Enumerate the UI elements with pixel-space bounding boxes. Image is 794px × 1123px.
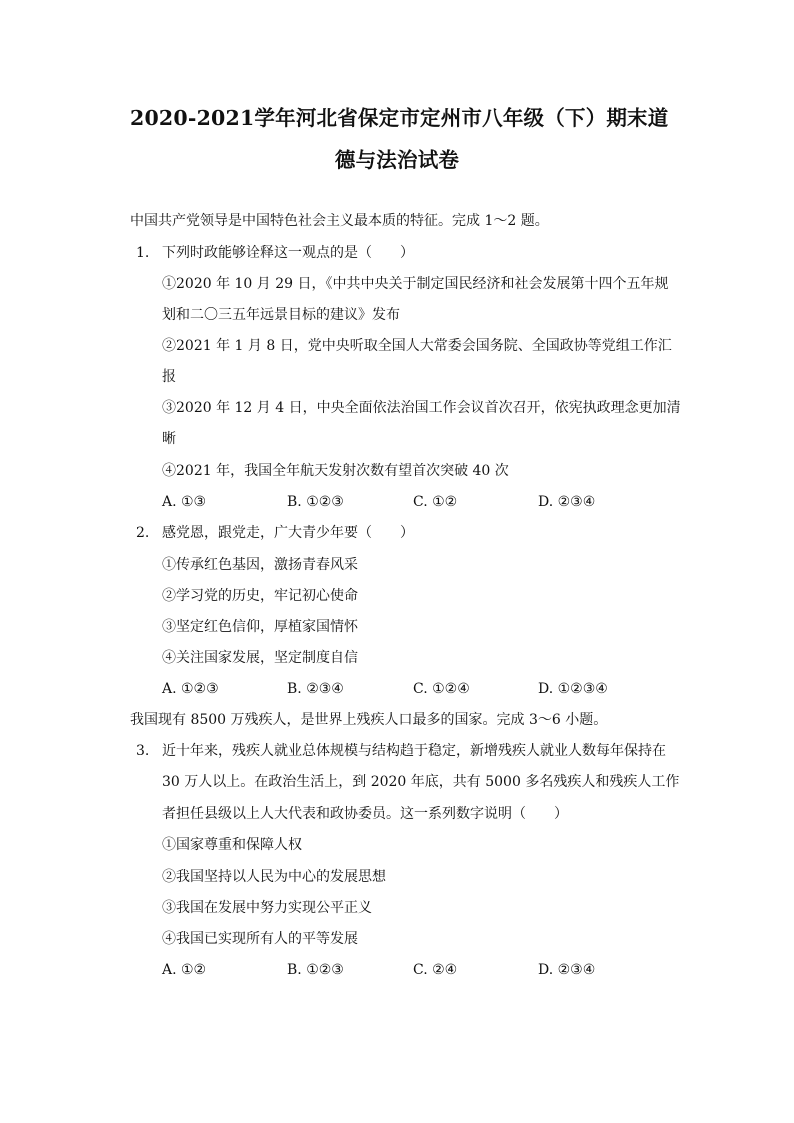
exam-title-line-1: 2020-2021学年河北省保定市定州市八年级（下）期末道 — [130, 106, 669, 130]
q3-stem-line-3: 者担任县级以上人大代表和政协委员。这一系列数字说明（ ） — [162, 806, 568, 822]
q2-option-4: ④关注国家发展，坚定制度自信 — [162, 650, 358, 666]
q3-choice-c[interactable]: C. ②④ — [413, 962, 458, 978]
q1-stem: 下列时政能够诠释这一观点的是（ ） — [162, 245, 414, 261]
q3-option-3: ③我国在发展中努力实现公平正义 — [162, 900, 372, 916]
section-1-intro: 中国共产党领导是中国特色社会主义最本质的特征。完成 1～2 题。 — [130, 213, 549, 229]
q2-stem: 感党恩，跟党走，广大青少年要（ ） — [162, 525, 414, 541]
q3-number: 3. — [136, 743, 150, 759]
q3-stem-line-1: 近十年来，残疾人就业总体规模与结构趋于稳定，新增残疾人就业人数每年保持在 — [162, 743, 666, 759]
q2-choice-b[interactable]: B. ②③④ — [287, 681, 344, 697]
q3-choice-d[interactable]: D. ②③④ — [538, 962, 596, 978]
q3-choice-a[interactable]: A. ①② — [162, 962, 207, 978]
q1-option-1-line-2: 划和二〇三五年远景目标的建议》发布 — [162, 307, 400, 323]
exam-title-line-2: 德与法治试卷 — [334, 148, 460, 172]
q2-option-3: ③坚定红色信仰，厚植家国情怀 — [162, 619, 358, 635]
q1-option-1-line-1: ①2020 年 10 月 29 日，《中共中央关于制定国民经济和社会发展第十四个五年规 — [162, 276, 669, 292]
q3-stem-line-2: 30 万人以上。在政治生活上，到 2020 年底，共有 5000 多名残疾人和残疾人工作 — [162, 774, 680, 790]
q3-option-4: ④我国已实现所有人的平等发展 — [162, 931, 358, 947]
q1-choice-c[interactable]: C. ①② — [413, 494, 458, 510]
q2-choice-c[interactable]: C. ①②④ — [413, 681, 470, 697]
q1-number: 1. — [136, 245, 150, 261]
q2-option-2: ②学习党的历史，牢记初心使命 — [162, 588, 358, 604]
q3-choice-b[interactable]: B. ①②③ — [287, 962, 344, 978]
q1-option-4: ④2021 年，我国全年航天发射次数有望首次突破 40 次 — [162, 463, 509, 479]
q2-choice-d[interactable]: D. ①②③④ — [538, 681, 608, 697]
q2-choice-a[interactable]: A. ①②③ — [162, 681, 219, 697]
q2-number: 2. — [136, 525, 150, 541]
q1-choice-a[interactable]: A. ①③ — [162, 494, 207, 510]
q1-choice-b[interactable]: B. ①②③ — [287, 494, 344, 510]
q1-option-3-line-1: ③2020 年 12 月 4 日，中央全面依法治国工作会议首次召开，依宪执政理念更加清 — [162, 400, 681, 416]
q2-option-1: ①传承红色基因，激扬青春风采 — [162, 557, 358, 573]
section-2-intro: 我国现有 8500 万残疾人，是世界上残疾人口最多的国家。完成 3～6 小题。 — [130, 712, 608, 728]
q3-option-1: ①国家尊重和保障人权 — [162, 837, 302, 853]
q1-choice-d[interactable]: D. ②③④ — [538, 494, 596, 510]
q1-option-3-line-2: 晰 — [162, 431, 176, 447]
q1-option-2-line-2: 报 — [162, 369, 176, 385]
q3-option-2: ②我国坚持以人民为中心的发展思想 — [162, 869, 386, 885]
q1-option-2-line-1: ②2021 年 1 月 8 日，党中央听取全国人大常委会国务院、全国政协等党组工作汇 — [162, 338, 672, 354]
